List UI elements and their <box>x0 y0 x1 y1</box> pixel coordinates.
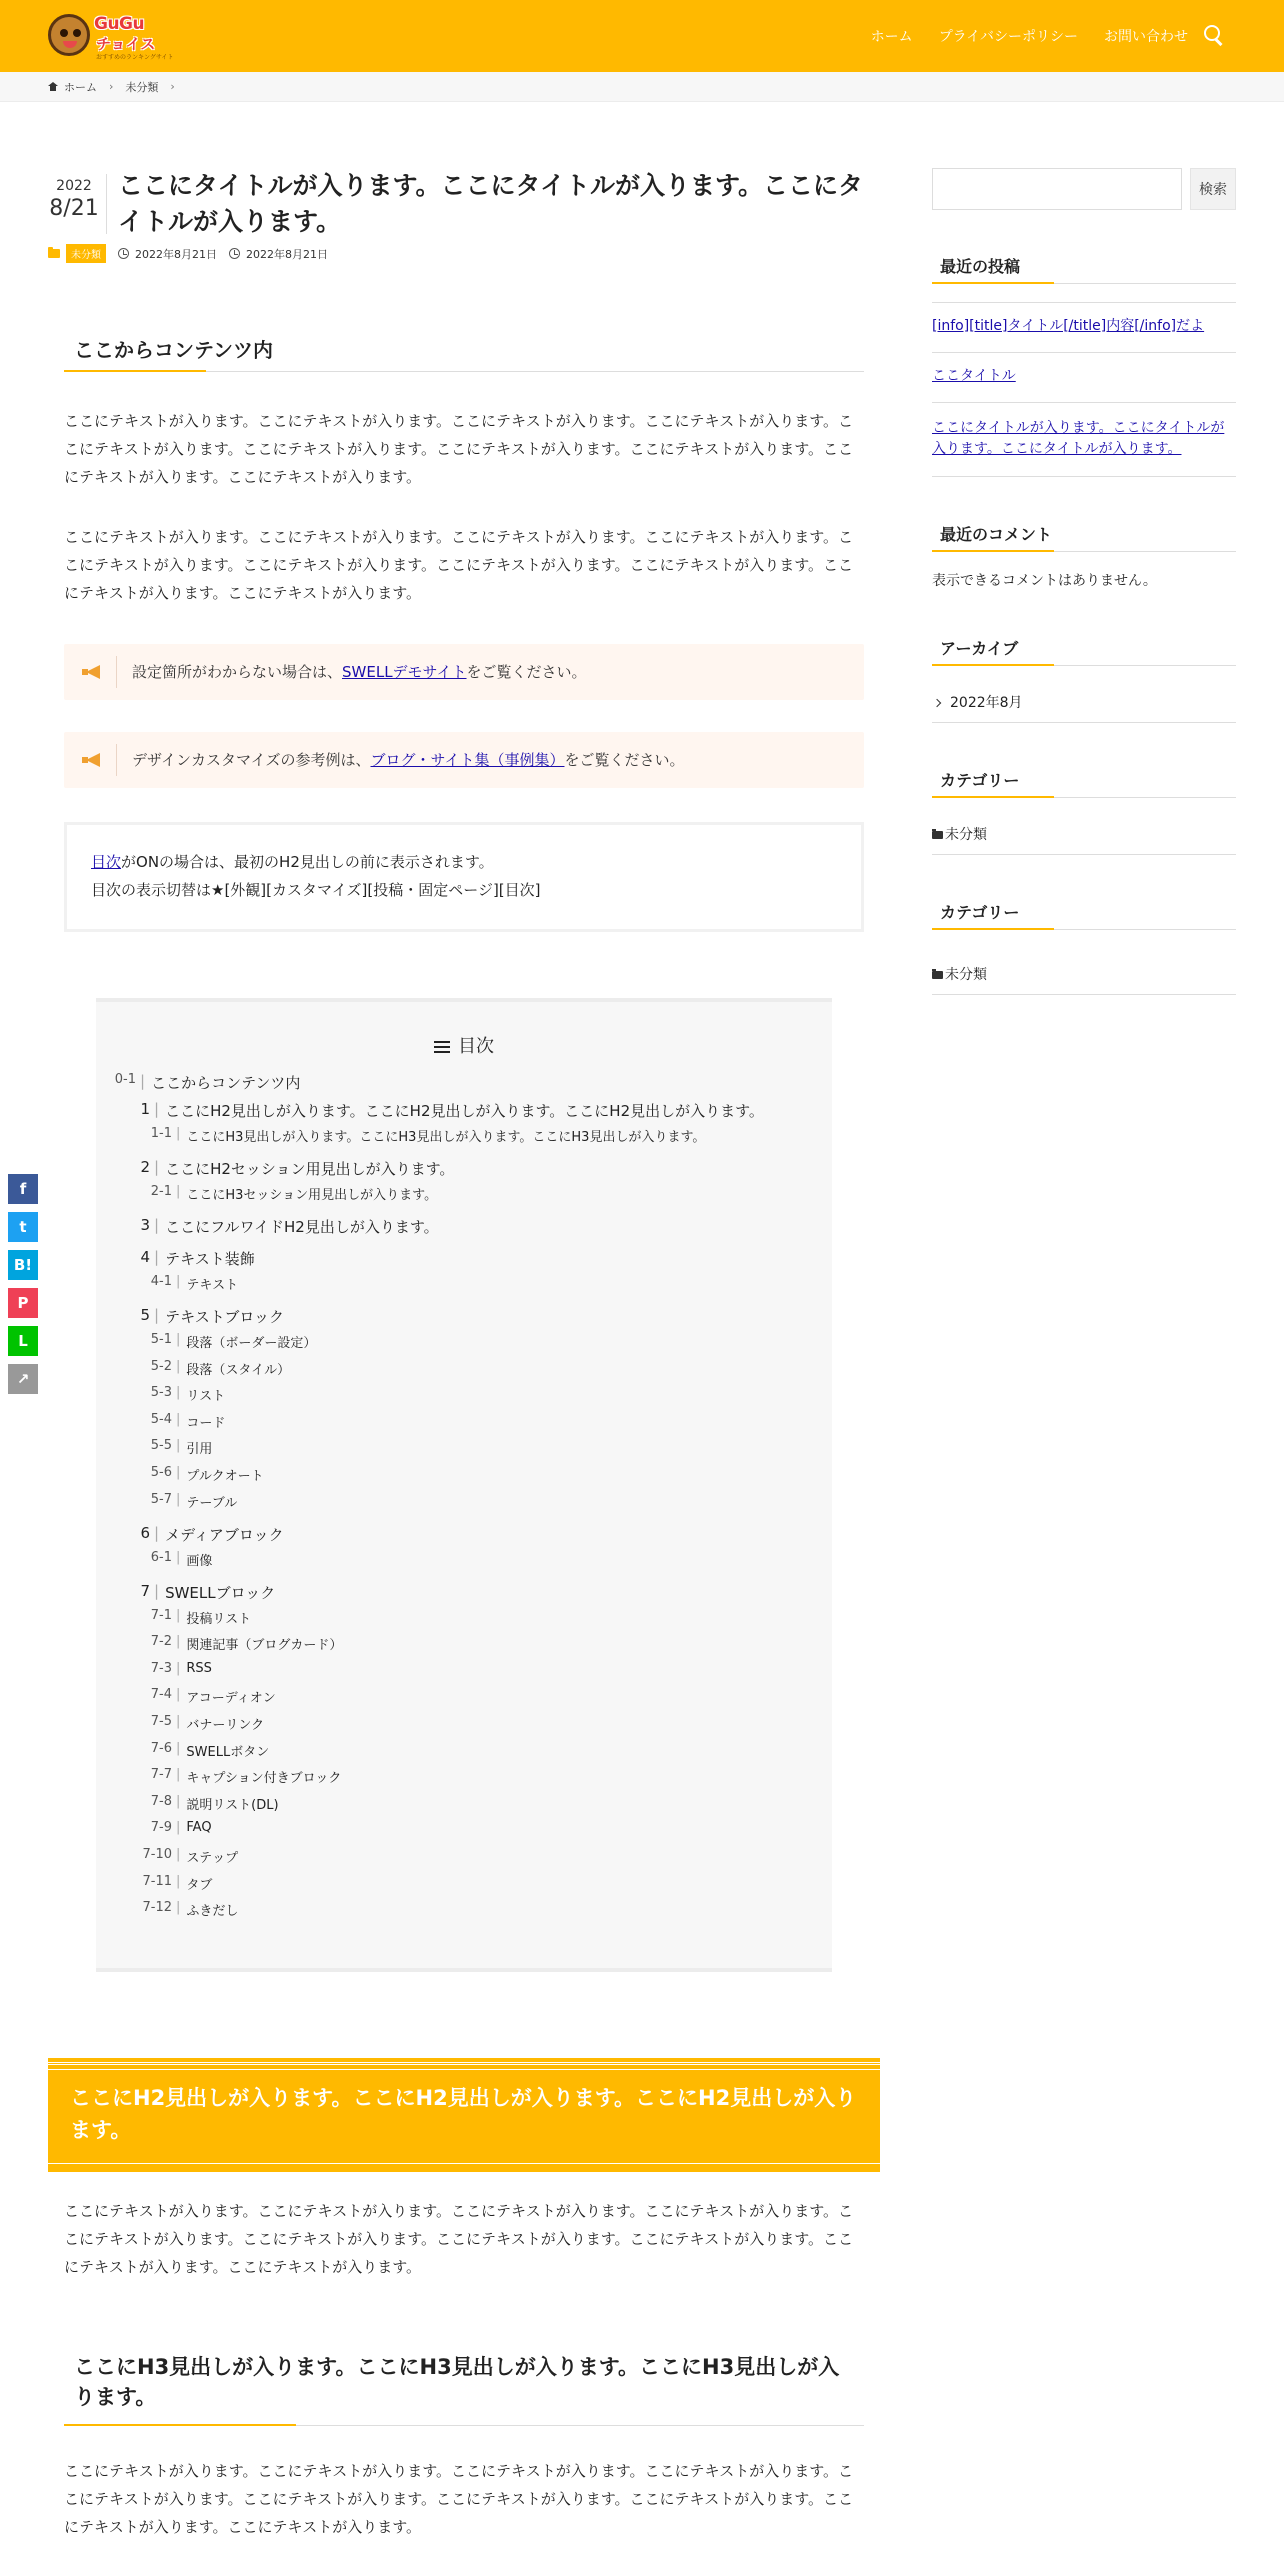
toc-separator: | <box>176 1411 181 1427</box>
toc-title-text: 目次 <box>458 1036 494 1057</box>
folder-icon <box>48 249 60 258</box>
toc-item-number: 7-10 <box>142 1847 172 1862</box>
toc-item-text: プルクオート <box>186 1469 264 1484</box>
swell-demo-link[interactable]: SWELLデモサイト <box>342 663 467 681</box>
toc-item-number: 5-3 <box>150 1385 172 1401</box>
archive-title-text: アーカイブ <box>940 639 1019 658</box>
toc-item-number: 5-7 <box>150 1491 172 1507</box>
paragraph-4: ここにテキストが入ります。ここにテキストが入ります。ここにテキストが入ります。ここにテキストが入ります。ここにテキストが入ります。ここにテキストが入ります。ここにテキストが入ります。ここにテキストが入ります。ここにテキストが入ります。ここにテキストが入ります。 <box>64 2462 854 2536</box>
toc-item[interactable] <box>96 1767 341 1786</box>
toc-separator: | <box>154 1523 160 1542</box>
chevron-right-icon: › <box>109 80 114 93</box>
toc-item-text: リスト <box>186 1389 226 1405</box>
toc-separator: | <box>176 1332 181 1347</box>
breadcrumb-category[interactable]: 未分類 <box>125 80 159 94</box>
category-item-label: 未分類 <box>945 827 987 843</box>
folder-icon <box>932 831 943 839</box>
logo-line2: チョイス <box>96 35 156 53</box>
toc-separator: | <box>154 1158 160 1176</box>
archive-item[interactable] <box>932 692 1023 712</box>
toc-item-number: 2 <box>140 1158 150 1176</box>
category2-item-label: 未分類 <box>945 967 987 983</box>
toc-item[interactable] <box>96 1741 269 1760</box>
notice-box-2 <box>64 732 864 788</box>
toc-separator: | <box>176 1767 181 1783</box>
h2-heading-banner <box>48 2062 880 2168</box>
site-header <box>0 0 1284 72</box>
recent-posts-title-text: 最近の投稿 <box>940 257 1021 276</box>
archive-title <box>932 626 1236 666</box>
post-title: ここにタイトルが入ります。ここにタイトルが入ります。ここにタイトルが入ります。 <box>118 171 864 237</box>
toc-item[interactable] <box>96 1524 284 1545</box>
toc-item-number: 7-2 <box>150 1634 172 1650</box>
toc-item[interactable] <box>96 1550 212 1569</box>
toc-item-text: SWELLボタン <box>186 1744 270 1760</box>
toc-item-text: ここにH3セッション用見出しが入ります。 <box>186 1188 438 1203</box>
categories-title <box>932 758 1236 798</box>
toc-item-text: ここにH2セッション用見出しが入ります。 <box>165 1160 455 1178</box>
toc-separator: | <box>176 1607 181 1623</box>
toc-item-number: 7-12 <box>142 1900 172 1916</box>
toc-item-number: 0-1 <box>114 1072 136 1087</box>
divider <box>932 302 1236 303</box>
recent-post-2[interactable]: ここタイトル <box>932 368 1016 384</box>
toc-item-number: 7-3 <box>150 1660 172 1676</box>
mascot-icon <box>48 14 90 56</box>
toc-separator: | <box>176 1438 181 1454</box>
toc-link[interactable]: 目次 <box>91 853 122 871</box>
toc-item[interactable] <box>96 1820 212 1835</box>
toc-item-number: 7-6 <box>150 1740 172 1756</box>
toc-info-box <box>64 822 864 932</box>
notice-box-1 <box>64 644 864 700</box>
recent-posts-title <box>932 244 1236 284</box>
toc-item-text: 投稿リスト <box>186 1611 252 1627</box>
notice2-before: デザインカスタマイズの参考例は、 <box>132 751 371 769</box>
toc-item-text: テキスト装飾 <box>165 1250 255 1268</box>
folder-icon <box>932 971 943 979</box>
toc-item[interactable] <box>96 1794 279 1813</box>
divider <box>932 352 1236 353</box>
notice-divider <box>116 656 117 688</box>
categories2-title-text: カテゴリー <box>940 903 1020 922</box>
toc-item[interactable] <box>96 1359 290 1378</box>
toc-title <box>96 1032 832 1058</box>
toc-item[interactable] <box>96 1714 264 1733</box>
toc-item[interactable] <box>96 1687 276 1706</box>
divider <box>932 402 1236 403</box>
category-badge[interactable]: 未分類 <box>66 244 106 263</box>
twitter-share-button[interactable]: t <box>8 1212 38 1242</box>
toc-item[interactable] <box>96 1874 212 1893</box>
notice1-before: 設定箇所がわからない場合は、 <box>132 663 343 681</box>
toc-item-text: ここにH2見出しが入ります。ここにH2見出しが入ります。ここにH2見出しが入ります。 <box>165 1102 764 1120</box>
post-date <box>48 178 100 221</box>
toc-item-text: RSS <box>186 1660 212 1676</box>
clock-icon <box>118 248 129 259</box>
toc-item[interactable] <box>96 1332 316 1351</box>
published-date: 2022年8月21日 <box>135 247 217 261</box>
divider <box>932 994 1236 995</box>
toc-separator: | <box>176 1873 181 1889</box>
breadcrumb <box>0 72 1284 102</box>
toc-item[interactable] <box>96 1158 454 1179</box>
megaphone-icon <box>82 663 104 681</box>
recent-post-1[interactable]: [info][title]タイトル[/title]内容[/info]だよ <box>932 318 1205 334</box>
toc-item[interactable] <box>96 1438 212 1457</box>
toc-item-text: テーブル <box>186 1495 238 1511</box>
toc-separator: | <box>154 1100 160 1118</box>
toc-separator: | <box>176 1126 181 1141</box>
toc-info-line1 <box>91 849 837 877</box>
h3-heading <box>64 2346 864 2426</box>
sidebar-search-input[interactable] <box>932 168 1182 210</box>
toc-item-text: テキストブロック <box>165 1308 285 1326</box>
archive-item-label: 2022年8月 <box>950 695 1023 711</box>
toc-item-number: 5-1 <box>150 1332 172 1347</box>
paragraph-1: ここにテキストが入ります。ここにテキストが入ります。ここにテキストが入ります。ここにテキストが入ります。ここにテキストが入ります。ここにテキストが入ります。ここにテキストが入ります。ここにテキストが入ります。ここにテキストが入ります。ここにテキストが入ります。 <box>64 412 854 486</box>
toc-item[interactable] <box>96 1216 439 1237</box>
toc-item-text: タブ <box>186 1877 213 1893</box>
toc-separator: | <box>176 1634 181 1650</box>
toc-item-text: 関連記事（ブログカード） <box>186 1638 343 1654</box>
toc-item-number: 7-1 <box>150 1607 172 1623</box>
toc-item[interactable] <box>96 1465 264 1484</box>
toc-separator: | <box>176 1465 181 1480</box>
toc-item-number: 5-5 <box>150 1438 172 1454</box>
toc-separator: | <box>176 1274 181 1289</box>
section-heading-text: ここからコンテンツ内 <box>74 338 273 362</box>
paragraph-2: ここにテキストが入ります。ここにテキストが入ります。ここにテキストが入ります。ここにテキストが入ります。ここにテキストが入ります。ここにテキストが入ります。ここにテキストが入ります。ここにテキストが入ります。ここにテキストが入ります。ここにテキストが入ります。 <box>64 528 854 602</box>
toc-item-number: 1 <box>140 1100 150 1118</box>
toc-item[interactable] <box>96 1306 284 1327</box>
toc-item-number: 5 <box>140 1306 150 1324</box>
toc-separator: | <box>154 1581 160 1600</box>
toc-item[interactable] <box>96 1900 238 1919</box>
divider <box>932 722 1236 723</box>
toc-item-number: 6 <box>140 1523 150 1542</box>
megaphone-icon <box>82 751 104 769</box>
toc-item-number: 7 <box>140 1581 150 1600</box>
toc-item[interactable] <box>96 1100 764 1121</box>
toc-item-number: 1-1 <box>150 1126 172 1141</box>
home-icon <box>48 82 58 91</box>
no-comments-text: 表示できるコメントはありません。 <box>932 573 1157 589</box>
toc-item-text: バナーリンク <box>186 1718 265 1733</box>
search-icon[interactable] <box>1203 24 1225 46</box>
modified-date: 2022年8月21日 <box>246 247 328 261</box>
toc-item-text: ここにH3見出しが入ります。ここにH3見出しが入ります。ここにH3見出しが入ります。 <box>186 1130 706 1145</box>
toc-separator: | <box>176 1900 181 1916</box>
notice-divider <box>116 744 117 776</box>
toc-item[interactable] <box>96 1126 705 1145</box>
toc-item-text: キャプション付きブロック <box>186 1771 342 1787</box>
toc-item-number: 7-9 <box>150 1820 172 1836</box>
recent-comments-title <box>932 512 1236 552</box>
toc-item-number: 2-1 <box>150 1184 172 1199</box>
nav-privacy-policy[interactable]: プライバシーポリシー <box>938 29 1078 45</box>
toc-item[interactable] <box>96 1412 225 1431</box>
nav-home[interactable]: ホーム <box>870 29 913 45</box>
toc-item[interactable] <box>96 1608 251 1627</box>
toc-item[interactable] <box>96 1248 255 1269</box>
toc-item-text: ステップ <box>186 1851 239 1866</box>
breadcrumb-home[interactable]: ホーム <box>64 80 97 94</box>
global-nav <box>871 26 1188 46</box>
toc-item[interactable] <box>96 1274 238 1293</box>
line-share-button[interactable]: L <box>8 1326 38 1356</box>
modified-clock-icon <box>229 248 240 259</box>
notice2-after: をご覧ください。 <box>564 751 685 769</box>
toc-item[interactable] <box>96 1492 237 1511</box>
toc-separator: | <box>176 1847 181 1862</box>
toc-item-text: 引用 <box>186 1442 213 1458</box>
toc-separator: | <box>140 1072 146 1090</box>
category2-item[interactable] <box>932 964 987 984</box>
toc-item[interactable] <box>96 1184 437 1203</box>
toc-item-number: 5-4 <box>150 1411 172 1427</box>
section-heading <box>64 328 864 372</box>
toc-separator: | <box>176 1820 181 1836</box>
toc-separator: | <box>154 1306 160 1324</box>
category-item[interactable] <box>932 824 987 844</box>
logo-line1: GuGu <box>94 14 145 34</box>
recent-comments-title-text: 最近のコメント <box>940 525 1053 544</box>
nav-contact[interactable]: お問い合わせ <box>1104 29 1188 45</box>
toc-item-text: メディアブロック <box>165 1525 284 1544</box>
notice1-after: をご覧ください。 <box>466 663 587 681</box>
logo-subtitle: おすすめのランキングサイト <box>96 54 174 61</box>
toc-item[interactable] <box>96 1582 275 1603</box>
chevron-right-icon <box>933 699 941 707</box>
toc-item-text: SWELLブロック <box>165 1583 276 1602</box>
chevron-right-icon: › <box>170 80 175 93</box>
toc-item-number: 7-11 <box>142 1873 172 1889</box>
toc-item-text: アコーディオン <box>186 1691 276 1707</box>
toc-item[interactable] <box>96 1661 212 1676</box>
toc-item-text: 段落（スタイル） <box>186 1362 291 1378</box>
site-logo[interactable] <box>48 12 174 61</box>
toc-separator: | <box>176 1793 181 1809</box>
toc-item-text: 説明リスト(DL) <box>186 1797 279 1813</box>
toc-item-number: 7-7 <box>150 1767 172 1783</box>
facebook-share-button[interactable]: f <box>8 1174 38 1204</box>
toc-item-number: 7-4 <box>150 1687 172 1703</box>
toc-separator: | <box>176 1660 181 1676</box>
toc-item-text: 画像 <box>186 1553 213 1569</box>
toc-item-text: 段落（ボーダー設定） <box>186 1336 317 1351</box>
showcase-link[interactable]: ブログ・サイト集（事例集） <box>370 751 565 769</box>
toc-item-text: ここからコンテンツ内 <box>151 1074 301 1092</box>
toc-separator: | <box>176 1491 181 1507</box>
toc-item-text: ここにフルワイドH2見出しが入ります。 <box>165 1218 439 1236</box>
toc-info-line2: 目次の表示切替は★[外観][カスタマイズ][投稿・固定ページ][目次] <box>91 880 541 899</box>
toc-item-number: 7-8 <box>150 1793 172 1809</box>
toc-separator: | <box>154 1216 160 1234</box>
toc-item[interactable] <box>96 1385 225 1404</box>
toc-separator: | <box>176 1687 181 1703</box>
toc-item[interactable] <box>96 1072 300 1093</box>
toc-item-number: 3 <box>140 1216 150 1234</box>
toc-item-number: 5-6 <box>150 1465 172 1480</box>
toc-item-number: 7-5 <box>150 1714 172 1729</box>
toc-item[interactable] <box>96 1634 342 1653</box>
toc-separator: | <box>176 1714 181 1729</box>
copy-link-button[interactable]: ↗ <box>8 1364 38 1394</box>
divider <box>932 854 1236 855</box>
paragraph-3: ここにテキストが入ります。ここにテキストが入ります。ここにテキストが入ります。ここにテキストが入ります。ここにテキストが入ります。ここにテキストが入ります。ここにテキストが入ります。ここにテキストが入ります。ここにテキストが入ります。ここにテキストが入ります。 <box>64 2202 854 2276</box>
toc-separator: | <box>176 1740 181 1756</box>
toc-separator: | <box>176 1358 181 1374</box>
notice-text-1 <box>132 661 587 682</box>
h2-heading-text: ここにH2見出しが入ります。ここにH2見出しが入ります。ここにH2見出しが入ります。 <box>70 2086 857 2142</box>
recent-post-3[interactable]: ここにタイトルが入ります。ここにタイトルが入ります。ここにタイトルが入ります。 <box>932 420 1225 457</box>
post-year: 2022 <box>56 178 92 194</box>
categories-title-text: カテゴリー <box>940 771 1020 790</box>
toc-separator: | <box>176 1184 181 1199</box>
toc-item-text: コード <box>186 1415 226 1431</box>
pocket-share-button[interactable]: P <box>8 1288 38 1318</box>
toc-item-number: 4-1 <box>150 1274 172 1289</box>
table-of-contents <box>96 998 832 1972</box>
toc-item-number: 4 <box>140 1248 150 1266</box>
categories2-title <box>932 890 1236 930</box>
toc-separator: | <box>176 1385 181 1401</box>
toc-item[interactable] <box>96 1847 238 1866</box>
toc-item-text: FAQ <box>186 1820 212 1836</box>
divider <box>932 476 1236 477</box>
h3-heading-text: ここにH3見出しが入ります。ここにH3見出しが入ります。ここにH3見出しが入ります。 <box>74 2355 840 2410</box>
toc-item-text: テキスト <box>186 1278 239 1293</box>
toc-item-text: ふきだし <box>186 1904 239 1920</box>
toc-separator: | <box>154 1248 160 1266</box>
post-meta <box>48 244 328 263</box>
toc-separator: | <box>176 1549 181 1565</box>
hatena-share-button[interactable]: B! <box>8 1250 38 1280</box>
title-divider <box>106 174 107 234</box>
list-icon <box>434 1041 450 1053</box>
post-month-day: 8/21 <box>49 196 99 221</box>
toc-info-line1-text: がONの場合は、最初のH2見出しの前に表示されます。 <box>121 853 494 871</box>
sidebar-search-button[interactable]: 検索 <box>1190 168 1236 210</box>
toc-item-number: 5-2 <box>150 1358 172 1374</box>
toc-item-number: 6-1 <box>150 1549 172 1565</box>
notice-text-2 <box>132 749 684 770</box>
